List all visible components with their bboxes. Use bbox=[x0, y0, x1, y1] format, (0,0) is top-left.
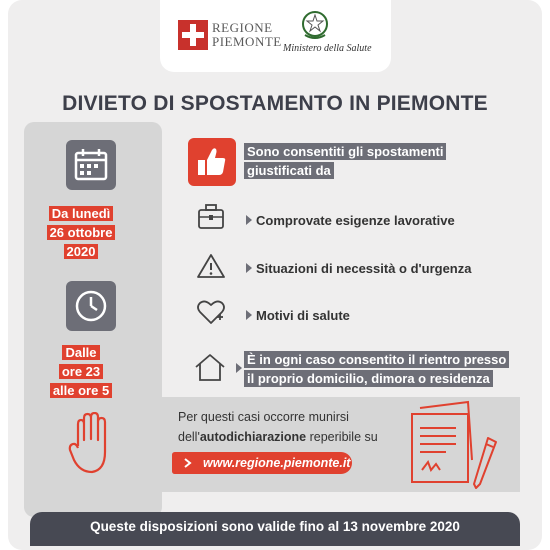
thumbs-up-tile bbox=[188, 138, 236, 186]
house-icon bbox=[193, 352, 227, 384]
clock-tile bbox=[66, 281, 116, 331]
footer-text: Queste disposizioni sono valide fino al 13 novembre 2020 bbox=[90, 519, 460, 534]
home-return-text: È in ogni caso consentito il rientro presso il proprio domicilio, dimora o residenza bbox=[244, 350, 509, 388]
italian-emblem-icon bbox=[300, 8, 330, 42]
clock-icon bbox=[66, 281, 116, 331]
allowed-item-work: Comprovate esigenze lavorative bbox=[256, 213, 455, 228]
date-label: Da lunedì 26 ottobre 2020 bbox=[43, 204, 119, 261]
hand-stop-icon bbox=[68, 412, 116, 478]
arrow-right-icon bbox=[182, 458, 192, 468]
document-pen-icon bbox=[398, 400, 510, 492]
row-arrow bbox=[246, 310, 252, 320]
row-arrow bbox=[236, 363, 242, 373]
regione-cross-logo-icon bbox=[178, 20, 208, 50]
allowed-item-health: Motivi di salute bbox=[256, 308, 350, 323]
calendar-tile bbox=[66, 140, 116, 190]
page-title: DIVIETO DI SPOSTAMENTO IN PIEMONTE bbox=[62, 92, 488, 115]
row-arrow bbox=[246, 263, 252, 273]
ministero-logo-text: Ministero della Salute bbox=[283, 43, 372, 54]
allowed-item-urgency: Situazioni di necessità o d'urgenza bbox=[256, 261, 472, 276]
info-line2: dell'autodichiarazione reperibile su bbox=[178, 430, 378, 444]
thumbs-up-icon bbox=[188, 138, 236, 186]
allowed-heading: Sono consentiti gli spostamenti giustificati da bbox=[244, 142, 446, 180]
warning-icon bbox=[196, 252, 226, 280]
row-arrow bbox=[246, 215, 252, 225]
time-label: Dalle ore 23 alle ore 5 bbox=[43, 343, 119, 400]
info-line1: Per questi casi occorre munirsi bbox=[178, 410, 349, 424]
regione-logo-text-line1: REGIONE bbox=[212, 20, 273, 35]
calendar-icon bbox=[66, 140, 116, 190]
heart-icon bbox=[195, 297, 227, 327]
website-link[interactable]: www.regione.piemonte.it bbox=[203, 456, 351, 470]
briefcase-icon bbox=[196, 203, 226, 231]
regione-logo-text-line2: PIEMONTE bbox=[212, 34, 282, 49]
